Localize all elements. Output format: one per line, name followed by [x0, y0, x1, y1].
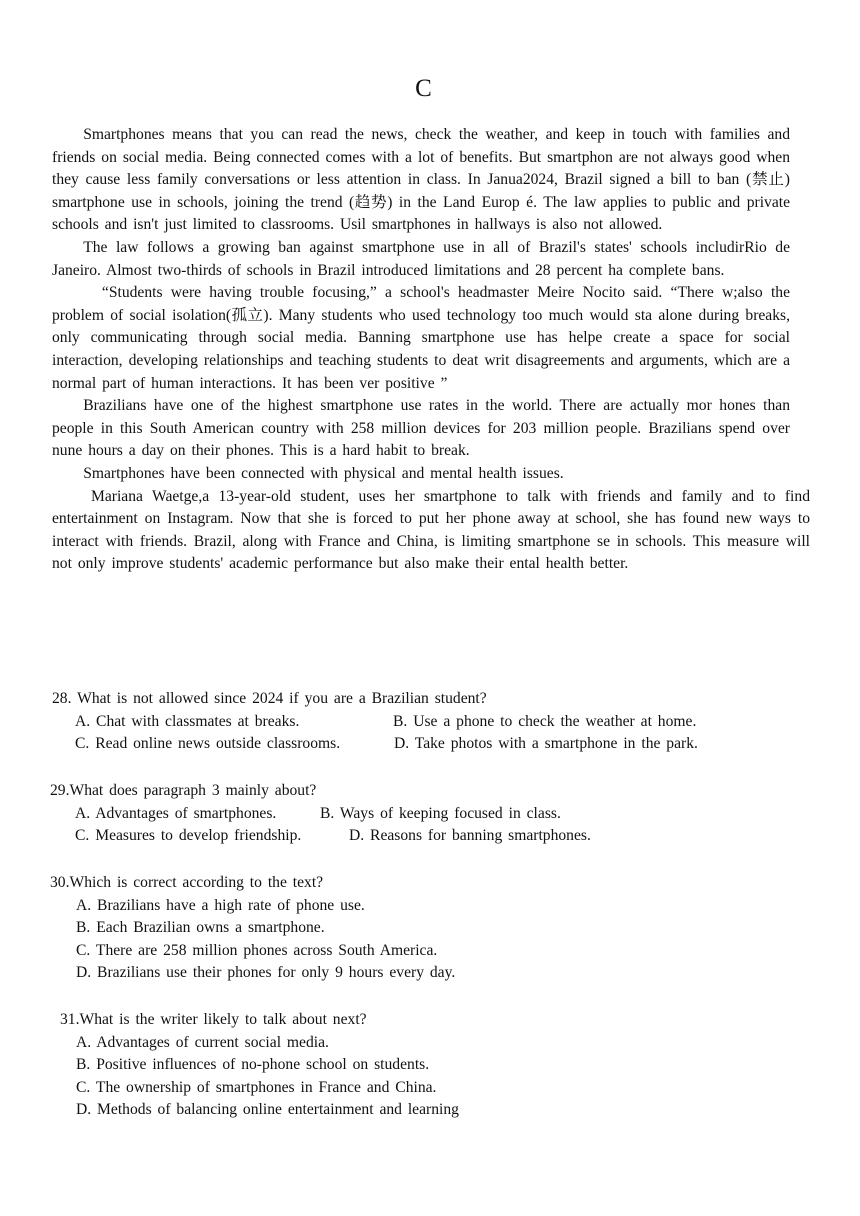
option-d: D. Brazilians use their phones for only 9 hours every day. [76, 964, 456, 982]
question-30 [0, 872, 860, 985]
section-title: C [415, 75, 432, 102]
question-29 [0, 780, 860, 848]
option-b: B. Use a phone to check the weather at home. [393, 712, 697, 730]
option-b: B. Ways of keeping focused in class. [320, 804, 561, 822]
option-a: A. Brazilians have a high rate of phone use. [76, 896, 365, 914]
passage-paragraph-6: Mariana Waetge,a 13-year-old student, uses her smartphone to talk with friends and family and to find entertainment on Instagram. Now that she is forced to put her phone away at school, she has found new ways to interact with friends. Brazil, along with France and China, is limiting smartphone se in schools. This measure will not only improve students' academic performance but also make their ental health better. [52, 487, 810, 573]
passage-paragraph-2: The law follows a growing ban against smartphone use in all of Brazil's states' schools includirRio de Janeiro. Almost two-thirds of schools in Brazil introduced limitations and 28 percent ha complete bans. [52, 238, 790, 279]
option-b: B. Each Brazilian owns a smartphone. [76, 919, 325, 937]
option-b: B. Positive influences of no-phone school on students. [76, 1056, 430, 1074]
option-c: C. There are 258 million phones across South America. [76, 941, 438, 959]
option-a: A. Advantages of current social media. [76, 1033, 329, 1051]
question-28 [0, 688, 860, 756]
option-c: C. The ownership of smartphones in France and China. [76, 1078, 437, 1096]
option-d: D. Methods of balancing online entertainment and learning [76, 1101, 459, 1119]
option-c: C. Measures to develop friendship. [75, 827, 302, 845]
passage-paragraph-3: “Students were having trouble focusing,” a school's headmaster Meire Nocito said. “There w;also the problem of social isolation(孤立). Many students who used technology too much would sta alone during breaks, only communicating through social media. Banning smartphone use has helpe create a space for social interaction, developing relationships and teaching students to deat writ disagreements and arguments, which are a normal part of human interactions. It has been ver positive ” [52, 284, 790, 392]
passage-paragraph-1: Smartphones means that you can read the news, check the weather, and keep in touch with families and friends on social media. Being connected comes with a lot of benefits. But smartphon are not always good when they cause less family conversations or less attention in class. In Janua2024, Brazil signed a bill to ban (禁止) smartphone use in schools, joining the trend (趋势) in the Land Europ é. The law applies to public and private schools and isn't just limited to classrooms. Usil smartphones in hallways is also not allowed. [52, 126, 790, 234]
passage-paragraph-5: Smartphones have been connected with physical and mental health issues. [83, 464, 564, 482]
option-d: D. Reasons for banning smartphones. [349, 827, 591, 845]
passage-paragraph-4: Brazilians have one of the highest smartphone use rates in the world. There are actually mor hones than people in this South American country with 258 million devices for 203 million people. Brazilians spend over nune hours a day on their phones. This is a hard habit to break. [52, 397, 790, 460]
question-stem: 30.Which is correct according to the text? [50, 874, 324, 891]
question-stem: 28. What is not allowed since 2024 if you are a Brazilian student? [52, 690, 487, 707]
option-c: C. Read online news outside classrooms. [75, 735, 341, 753]
option-a: A. Advantages of smartphones. [75, 804, 277, 822]
question-stem: 29.What does paragraph 3 mainly about? [50, 782, 317, 799]
option-a: A. Chat with classmates at breaks. [75, 712, 300, 730]
question-31 [0, 1009, 860, 1122]
question-stem: 31.What is the writer likely to talk about next? [60, 1011, 367, 1028]
option-d: D. Take photos with a smartphone in the park. [394, 735, 698, 753]
reading-passage [52, 124, 810, 576]
